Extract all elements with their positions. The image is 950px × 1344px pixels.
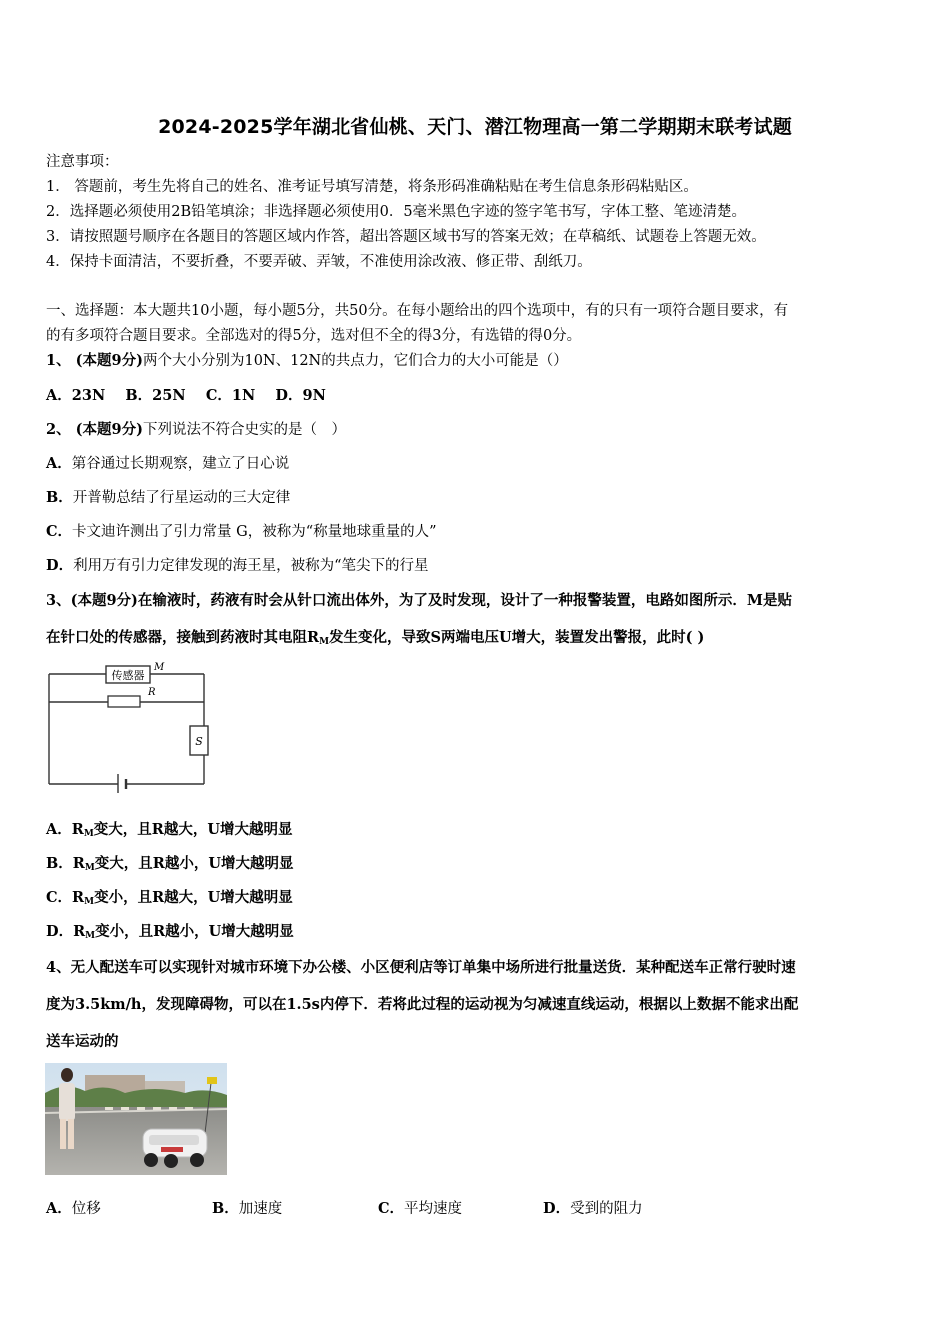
notice-heading: 注意事项： (46, 154, 119, 170)
option-b[interactable]: B．开普勒总结了行星运动的三大定律 (46, 489, 291, 506)
m-label: M (154, 662, 165, 673)
question-text: 无人配送车可以实现针对城市环境下办公楼、小区便利店等订单集中场所进行批量送货．某种配送车正常行驶时速 (70, 959, 796, 976)
option-a[interactable]: A．第谷通过长期观察，建立了日心说 (46, 455, 290, 472)
question-4-stem-line2: 度为3.5km/h，发现障碍物，可以在1.5s内停下．若将此过程的运动视为匀减速直线运动，根据以上数据不能求出配 (46, 996, 799, 1013)
option-b[interactable]: B．加速度 (212, 1200, 283, 1217)
option-c[interactable]: C．1N (205, 387, 256, 404)
question-2-stem (46, 420, 916, 440)
r-label: R (148, 687, 156, 698)
question-text: 两个大小分别为10N、12N的共点力，它们合力的大小可能是（） (142, 353, 568, 369)
option-d[interactable]: D．受到的阻力 (543, 1200, 643, 1217)
question-text: 在输液时，药液有时会从针口流出体外，为了及时发现，设计了一种报警装置，电路如图所示．M是贴 (137, 592, 792, 609)
option-d[interactable]: D．9N (275, 387, 326, 404)
question-text: 下列说法不符合史实的是（ ） (142, 422, 346, 438)
option-d[interactable]: D．$R_M$变小，且R越小，U增大越明显 (46, 923, 294, 941)
question-score: (本题9分) (75, 421, 143, 438)
question-1-options (46, 386, 326, 406)
question-3-stem-line1 (46, 591, 916, 611)
option-c[interactable]: C．$R_M$变小，且R越大，U增大越明显 (46, 889, 293, 907)
option-d[interactable]: D．利用万有引力定律发现的海王星，被称为“笔尖下的行星 (46, 557, 429, 574)
question-number: 4、 (46, 959, 71, 976)
option-b[interactable]: B．25N (125, 387, 186, 404)
option-a[interactable]: A．$R_M$变大，且R越大，U增大越明显 (46, 821, 293, 839)
notice-item: 2．选择题必须使用2B铅笔填涂；非选择题必须使用0．5毫米黑色字迹的签字笔书写，字体工整、笔迹清楚。 (46, 204, 747, 220)
question-4-stem-line3: 送车运动的 (46, 1033, 119, 1050)
question-3-stem-line2: 在针口处的传感器，接触到药液时其电阻$R_M$发生变化，导致S两端电压U增大，装置发出警报，此时( ) (46, 629, 705, 647)
option-c[interactable]: C．平均速度 (378, 1200, 463, 1217)
notice-item: 1． 答题前，考生先将自己的姓名、准考证号填写清楚，将条形码准确粘贴在考生信息条形码粘贴区。 (46, 179, 698, 195)
circuit-diagram (44, 658, 214, 793)
option-b[interactable]: B．$R_M$变大，且R越小，U增大越明显 (46, 855, 294, 873)
section-intro-line2: 的有多项符合题目要求。全部选对的得5分，选对但不全的得3分，有选错的得0分。 (46, 328, 582, 344)
resistor-r (108, 696, 140, 707)
option-c[interactable]: C．卡文迪许测出了引力常量 G，被称为“称量地球重量的人” (46, 523, 437, 540)
s-label: S (195, 735, 203, 748)
question-number: 2、 (46, 421, 71, 438)
page-title: 2024-2025学年湖北省仙桃、天门、潜江物理高一第二学期期末联考试题 (158, 116, 792, 138)
sensor-label: 传感器 (111, 669, 145, 682)
question-score: (本题9分) (70, 592, 138, 609)
question-score: (本题9分) (75, 352, 143, 369)
section-intro-line1: 一、选择题：本大题共10小题，每小题5分，共50分。在每小题给出的四个选项中，有的只有一项符合题目要求，有 (46, 303, 789, 319)
delivery-robot-photo (45, 1063, 227, 1175)
question-number: 1、 (46, 352, 71, 369)
notice-item: 3．请按照题号顺序在各题目的答题区域内作答，超出答题区域书写的答案无效；在草稿纸、试题卷上答题无效。 (46, 229, 766, 245)
option-a[interactable]: A．23N (46, 387, 106, 404)
option-a[interactable]: A．位移 (46, 1200, 101, 1217)
notice-item: 4．保持卡面清洁，不要折叠，不要弄破、弄皱，不准使用涂改液、修正带、刮纸刀。 (46, 254, 592, 270)
question-1-stem (46, 351, 916, 371)
question-4-stem-line1 (46, 958, 916, 978)
question-number: 3、 (46, 592, 71, 609)
